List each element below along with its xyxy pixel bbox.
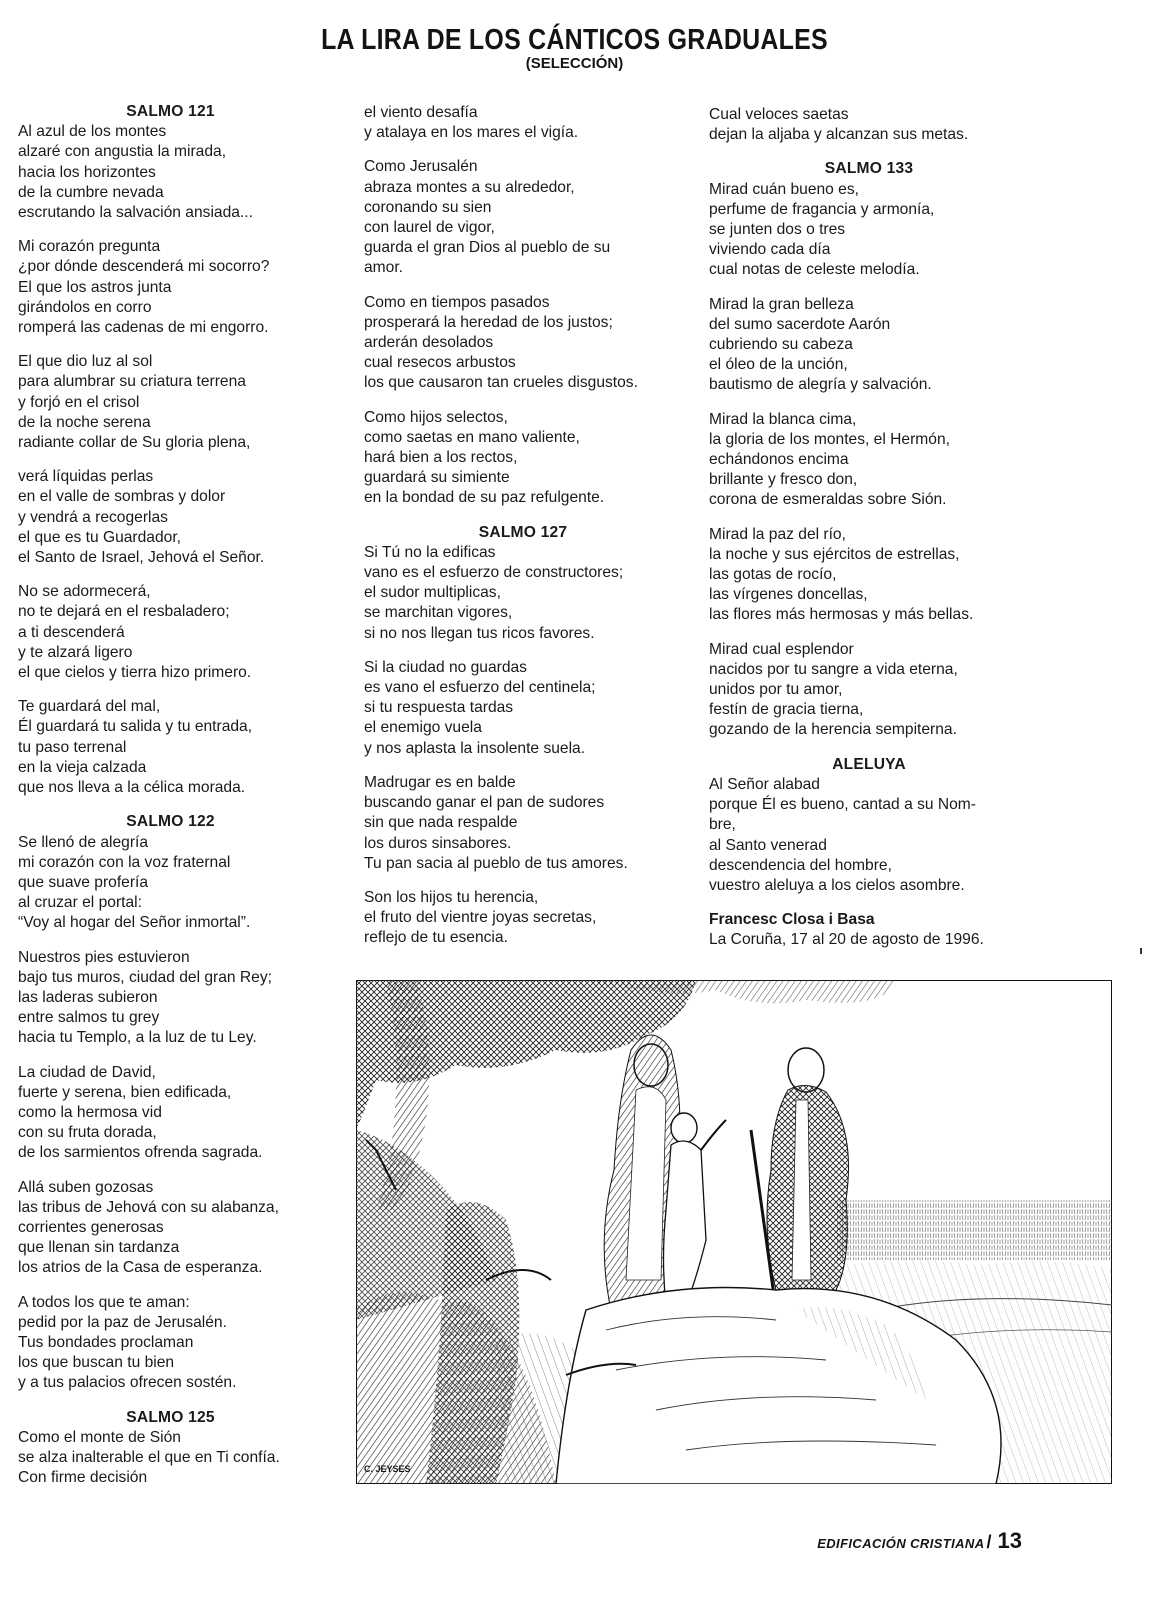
- stanza: [18, 833, 323, 934]
- verse-line: se marchitan vigores,: [364, 604, 513, 622]
- verse-line: bautismo de alegría y salvación.: [709, 376, 932, 394]
- psalm-125-continuation: [364, 103, 682, 509]
- stanza: [364, 157, 682, 278]
- verse-line: el fruto del vientre joyas secretas,: [364, 909, 597, 927]
- verse-line: que nos lleva a la célica morada.: [18, 779, 246, 797]
- psalm-121-heading: SALMO 121: [126, 103, 215, 120]
- verse-line: echándonos encima: [709, 451, 849, 469]
- verse-line: radiante collar de Su gloria plena,: [18, 434, 251, 452]
- verse-line: de la cumbre nevada: [18, 183, 164, 201]
- verse-line: No se adormecerá,: [18, 583, 151, 601]
- psalm-133-body: [709, 180, 1029, 741]
- page-footer: [817, 1528, 1022, 1554]
- stanza: [364, 658, 682, 759]
- verse-line: al cruzar el portal:: [18, 894, 142, 912]
- verse-line: si tu respuesta tardas: [364, 699, 514, 717]
- verse-line: cubriendo su cabeza: [709, 336, 853, 354]
- verse-line: y te alzará ligero: [18, 643, 133, 661]
- stanza: [18, 122, 323, 223]
- verse-line: Mirad la gran belleza: [709, 295, 854, 313]
- stanza: [709, 525, 1029, 626]
- verse-line: Como Jerusalén: [364, 158, 478, 176]
- stanza: [18, 1063, 323, 1164]
- verse-line: Tus bondades proclaman: [18, 1333, 194, 1351]
- verse-line: como saetas en mano valiente,: [364, 428, 580, 446]
- verse-line: del sumo sacerdote Aarón: [709, 315, 891, 333]
- verse-line: en la bondad de su paz refulgente.: [364, 489, 605, 507]
- verse-line: Allá suben gozosas: [18, 1178, 154, 1196]
- verse-line: arderán desolados: [364, 334, 494, 352]
- aleluya-heading: ALELUYA: [832, 755, 906, 773]
- verse-line: hacia los horizontes: [18, 163, 156, 181]
- verse-line: brillante y fresco don,: [709, 471, 858, 489]
- verse-line: El que los astros junta: [18, 278, 172, 296]
- page-title: LA LIRA DE LOS CÁNTICOS GRADUALES: [321, 24, 828, 56]
- verse-line: corona de esmeraldas sobre Sión.: [709, 491, 947, 509]
- verse-line: que suave profería: [18, 873, 149, 891]
- verse-line: Al azul de los montes: [18, 123, 167, 141]
- verse-line: es vano el esfuerzo del centinela;: [364, 679, 596, 697]
- place-date: La Coruña, 17 al 20 de agosto de 1996.: [709, 931, 984, 949]
- verse-line: con su fruta dorada,: [18, 1124, 157, 1142]
- verse-line: Mirad cuán bueno es,: [709, 180, 859, 198]
- magazine-name: EDIFICACIÓN CRISTIANA: [817, 1536, 985, 1551]
- verse-line: en el valle de sombras y dolor: [18, 488, 226, 506]
- verse-line: Como en tiempos pasados: [364, 293, 550, 311]
- text-column-1: [18, 102, 323, 1488]
- verse-line: porque Él es bueno, cantad a su Nom-: [709, 796, 976, 814]
- verse-line: no te dejará en el resbaladero;: [18, 603, 230, 621]
- psalm-127-body: [364, 543, 682, 949]
- psalm-133-heading: SALMO 133: [824, 160, 914, 178]
- verse-line: Mirad la blanca cima,: [709, 410, 857, 428]
- psalm-122-body: [18, 833, 323, 1394]
- verse-line: unidos por tu amor,: [709, 681, 843, 699]
- verse-line: vano es el esfuerzo de constructores;: [364, 564, 624, 582]
- verse-line: girándolos en corro: [18, 298, 152, 316]
- verse-line: tu paso terrenal: [18, 738, 127, 756]
- verse-line: las vírgenes doncellas,: [709, 586, 868, 604]
- verse-line: Mirad la paz del río,: [709, 525, 846, 543]
- verse-line: el que cielos y tierra hizo primero.: [18, 664, 252, 682]
- verse-line: en la vieja calzada: [18, 758, 147, 776]
- verse-line: Si Tú no la edificas: [364, 543, 496, 561]
- verse-line: y forjó en el crisol: [18, 393, 140, 411]
- text-column-3: [709, 105, 1029, 951]
- psalm-127-heading: SALMO 127: [478, 523, 568, 541]
- verse-line: A todos los que te aman:: [18, 1293, 190, 1311]
- verse-line: la gloria de los montes, el Hermón,: [709, 430, 950, 448]
- verse-line: bajo tus muros, ciudad del gran Rey;: [18, 968, 272, 986]
- footer-separator: /: [986, 1532, 992, 1552]
- verse-line: coronando su sien: [364, 198, 492, 216]
- stanza: [364, 293, 682, 394]
- stanza: [18, 948, 323, 1049]
- verse-line: viviendo cada día: [709, 241, 831, 259]
- verse-line: los que causaron tan crueles disgustos.: [364, 374, 638, 392]
- verse-line: Él guardará tu salida y tu entrada,: [18, 718, 253, 736]
- verse-line: Mirad cual esplendor: [709, 640, 854, 658]
- verse-line: el que es tu Guardador,: [18, 528, 181, 546]
- verse-line: Como hijos selectos,: [364, 408, 508, 426]
- stanza: [364, 888, 682, 949]
- verse-line: alzaré con angustia la mirada,: [18, 143, 227, 161]
- verse-line: fuerte y serena, bien edificada,: [18, 1083, 232, 1101]
- verse-line: hará bien a los rectos,: [364, 449, 518, 467]
- verse-line: buscando ganar el pan de sudores: [364, 794, 605, 812]
- psalm-125-heading: SALMO 125: [126, 1408, 215, 1426]
- author-name: Francesc Closa i Basa: [709, 911, 875, 929]
- verse-line: corrientes generosas: [18, 1218, 164, 1236]
- verse-line: las laderas subieron: [18, 988, 158, 1006]
- stanza: [709, 640, 1029, 741]
- verse-line: prosperará la heredad de los justos;: [364, 313, 613, 331]
- verse-line: abraza montes a su alrededor,: [364, 178, 575, 196]
- verse-line: mi corazón con la voz fraternal: [18, 853, 231, 871]
- verse-line: Mi corazón pregunta: [18, 238, 161, 256]
- stanza: [709, 295, 1029, 396]
- verse-line: vuestro aleluya a los cielos asombre.: [709, 876, 965, 894]
- title-block: [0, 22, 1149, 72]
- verse-line: el sudor multiplicas,: [364, 584, 501, 602]
- stanza: [364, 773, 682, 874]
- verse-line: El que dio luz al sol: [18, 353, 153, 371]
- verse-line: y vendrá a recogerlas: [18, 508, 168, 526]
- verse-line: y nos aplasta la insolente suela.: [364, 739, 586, 757]
- verse-line: las gotas de rocío,: [709, 566, 837, 584]
- margin-mark: [1140, 948, 1142, 954]
- stanza: [709, 105, 1029, 145]
- verse-line: Nuestros pies estuvieron: [18, 948, 190, 966]
- verse-line: pedid por la paz de Jerusalén.: [18, 1313, 227, 1331]
- stanza: [18, 582, 323, 683]
- verse-line: Te guardará del mal,: [18, 698, 161, 716]
- verse-line: la noche y sus ejércitos de estrellas,: [709, 545, 960, 563]
- stanza: [364, 543, 682, 644]
- psalm-125-body: [18, 1428, 323, 1489]
- verse-line: verá líquidas perlas: [18, 468, 154, 486]
- verse-line: guarda el gran Dios al pueblo de su: [364, 239, 611, 257]
- verse-line: “Voy al hogar del Señor inmortal”.: [18, 914, 251, 932]
- verse-line: y a tus palacios ofrecen sostén.: [18, 1374, 237, 1392]
- artist-signature: C. JEYSES: [364, 1464, 411, 1474]
- verse-line: los duros sinsabores.: [364, 834, 512, 852]
- stanza: [709, 180, 1029, 281]
- verse-line: se junten dos o tres: [709, 221, 846, 239]
- stanza: [709, 410, 1029, 511]
- verse-line: al Santo venerad: [709, 836, 827, 854]
- verse-line: festín de gracia tierna,: [709, 701, 864, 719]
- verse-line: descendencia del hombre,: [709, 856, 892, 874]
- page-number: 13: [997, 1528, 1022, 1553]
- psalm-121-body: [18, 122, 323, 798]
- verse-line: cual notas de celeste melodía.: [709, 261, 920, 279]
- verse-line: como la hermosa vid: [18, 1103, 162, 1121]
- verse-line: los atrios de la Casa de esperanza.: [18, 1259, 263, 1277]
- verse-line: el viento desafía: [364, 104, 478, 121]
- verse-line: las tribus de Jehová con su alabanza,: [18, 1198, 279, 1216]
- stanza: [18, 697, 323, 798]
- verse-line: las flores más hermosas y más bellas.: [709, 606, 974, 624]
- verse-line: reflejo de tu esencia.: [364, 929, 508, 947]
- verse-line: y atalaya en los mares el vigía.: [364, 124, 579, 142]
- page-subtitle: (SELECCIÓN): [525, 55, 624, 72]
- verse-line: sin que nada respalde: [364, 814, 518, 832]
- verse-line: amor.: [364, 259, 403, 277]
- verse-line: Son los hijos tu herencia,: [364, 888, 539, 906]
- verse-line: el óleo de la unción,: [709, 356, 848, 374]
- verse-line: los que buscan tu bien: [18, 1354, 175, 1372]
- verse-line: el enemigo vuela: [364, 719, 482, 737]
- verse-line: gozando de la herencia sempiterna.: [709, 721, 957, 739]
- verse-line: Con firme decisión: [18, 1469, 148, 1487]
- verse-line: para alumbrar su criatura terrena: [18, 373, 246, 391]
- verse-line: Al Señor alabad: [709, 775, 820, 793]
- verse-line: a ti descenderá: [18, 623, 125, 641]
- stanza: [18, 1293, 323, 1394]
- verse-line: entre salmos tu grey: [18, 1009, 160, 1027]
- verse-line: nacidos por tu sangre a vida eterna,: [709, 660, 958, 678]
- verse-line: el Santo de Israel, Jehová el Señor.: [18, 549, 265, 567]
- verse-line: de la noche serena: [18, 413, 151, 431]
- verse-line: si no nos llegan tus ricos favores.: [364, 624, 595, 642]
- verse-line: cual resecos arbustos: [364, 354, 516, 372]
- aleluya-body: [709, 775, 1029, 896]
- psalm-127-continuation: [709, 105, 1029, 145]
- verse-line: perfume de fragancia y armonía,: [709, 200, 935, 218]
- stanza: [18, 467, 323, 568]
- stanza: [18, 237, 323, 338]
- stanza: [18, 352, 323, 453]
- verse-line: bre,: [709, 816, 736, 834]
- verse-line: Tu pan sacia al pueblo de tus amores.: [364, 854, 628, 872]
- verse-line: guardará su simiente: [364, 469, 510, 487]
- verse-line: hacia tu Templo, a la luz de tu Ley.: [18, 1029, 257, 1047]
- verse-line: dejan la aljaba y alcanzan sus metas.: [709, 126, 969, 144]
- biblical-pilgrimage-illustration: [356, 980, 1112, 1484]
- verse-line: que llenan sin tardanza: [18, 1239, 180, 1257]
- verse-line: Cual veloces saetas: [709, 106, 849, 123]
- psalm-122-heading: SALMO 122: [126, 813, 215, 831]
- verse-line: Se llenó de alegría: [18, 833, 149, 851]
- verse-line: ¿por dónde descenderá mi socorro?: [18, 258, 270, 276]
- stanza: [364, 103, 682, 143]
- text-column-2: [364, 103, 682, 963]
- stanza: [364, 408, 682, 509]
- verse-line: se alza inalterable el que en Ti confía.: [18, 1448, 280, 1466]
- verse-line: escrutando la salvación ansiada...: [18, 204, 253, 222]
- verse-line: romperá las cadenas de mi engorro.: [18, 319, 269, 337]
- verse-line: de los sarmientos ofrenda sagrada.: [18, 1144, 263, 1162]
- verse-line: con laurel de vigor,: [364, 219, 495, 237]
- verse-line: Madrugar es en balde: [364, 773, 516, 791]
- verse-line: La ciudad de David,: [18, 1063, 156, 1081]
- stanza: [18, 1178, 323, 1279]
- verse-line: Como el monte de Sión: [18, 1428, 181, 1446]
- verse-line: Si la ciudad no guardas: [364, 658, 527, 676]
